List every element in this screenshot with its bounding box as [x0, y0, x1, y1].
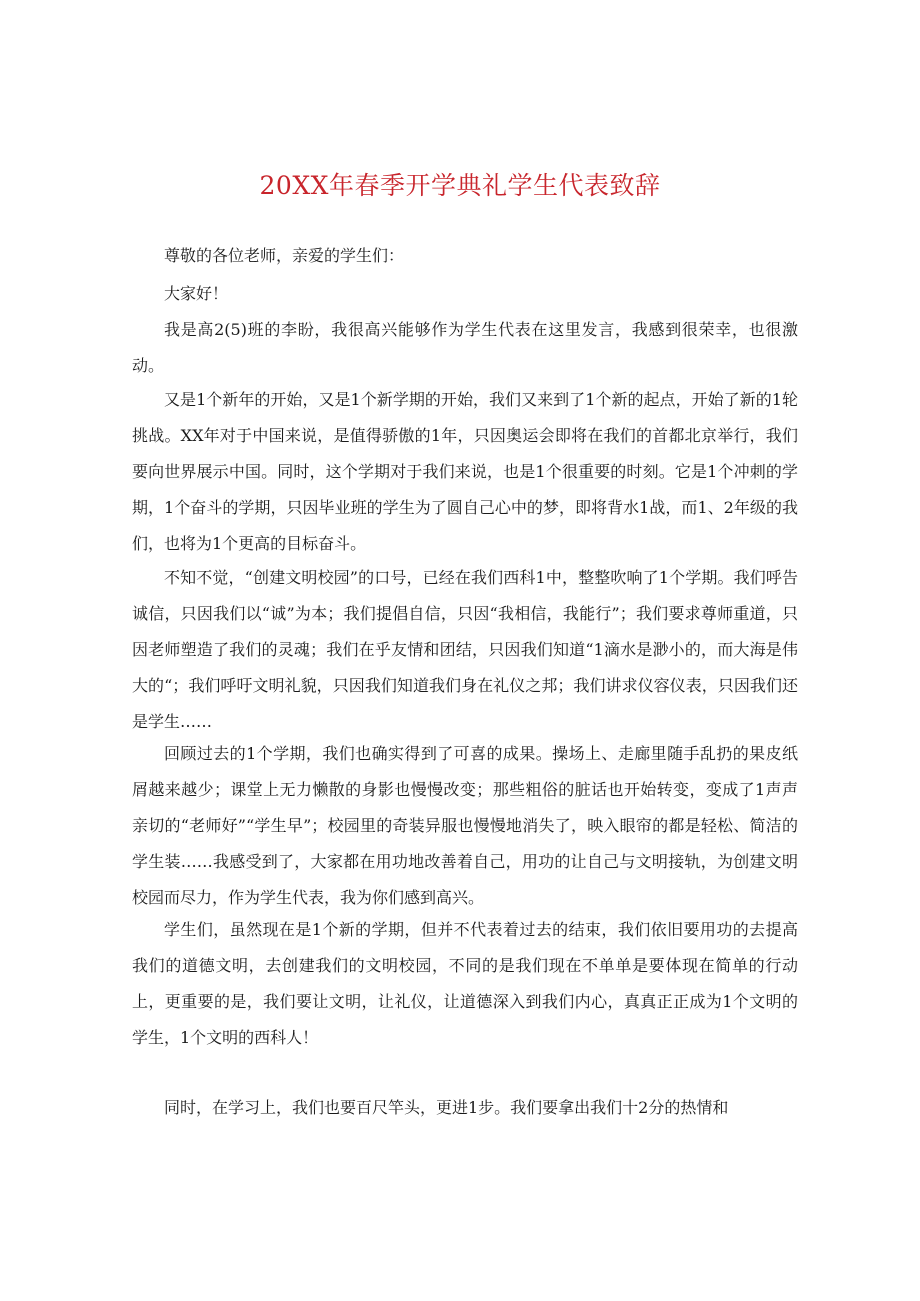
paragraph-2: 又是1个新年的开始，又是1个新学期的开始，我们又来到了1个新的起点，开始了新的1轮挑战。XX年对于中国来说，是值得骄傲的1年，只因奥运会即将在我们的首都北京举行，我们要向世界展示中国。同时，这个学期对于我们来说，也是1个很重要的时刻。它是1个冲刺的学期，1个奋斗的学期，只因毕业班的学生为了圆自己心中的梦，即将背水1战，而1、2年级的我们，也将为1个更高的目标奋斗。: [132, 390, 798, 553]
paragraph-1: 我是高2(5)班的李盼，我很高兴能够作为学生代表在这里发言，我感到很荣幸，也很激动。: [132, 320, 798, 375]
paragraph-5: 学生们，虽然现在是1个新的学期，但并不代表着过去的结束，我们依旧要用功的去提高我们的道德文明，去创建我们的文明校园，不同的是我们现在不单单是要体现在简单的行动上，更重要的是，我们要让文明，让礼仪，让道德深入到我们内心，真真正正成为1个文明的学生，1个文明的西科人！: [132, 920, 798, 1047]
greeting: 大家好！: [164, 284, 229, 303]
document-title: 20XX年春季开学典礼学生代表致辞: [259, 171, 661, 200]
paragraph-4: 回顾过去的1个学期，我们也确实得到了可喜的成果。操场上、走廊里随手乱扔的果皮纸屑越来越少；课堂上无力懒散的身影也慢慢改变；那些粗俗的脏话也开始转变，变成了1声声亲切的“老师好”“学生早”；校园里的奇装异服也慢慢地消失了，映入眼帘的都是轻松、简洁的学生装……我感受到了，大家都在用功地改善着自己，用功的让自己与文明接轨，为创建文明校园而尽力，作为学生代表，我为你们感到高兴。: [132, 744, 798, 907]
salutation: 尊敬的各位老师，亲爱的学生们：: [164, 246, 405, 265]
paragraph-6: 同时，在学习上，我们也要百尺竿头，更进1步。我们要拿出我们十2分的热情和: [164, 1098, 729, 1117]
paragraph-3: 不知不觉，“创建文明校园”的口号，已经在我们西科1中，整整吹响了1个学期。我们呼告诚信，只因我们以“诚”为本；我们提倡自信，只因“我相信，我能行”；我们要求尊师重道，只因老师塑造了我们的灵魂；我们在乎友情和团结，只因我们知道“1滴水是渺小的，而大海是伟大的“；我们呼吁文明礼貌，只因我们知道我们身在礼仪之邦；我们讲求仪容仪表，只因我们还是学生……: [132, 568, 798, 731]
